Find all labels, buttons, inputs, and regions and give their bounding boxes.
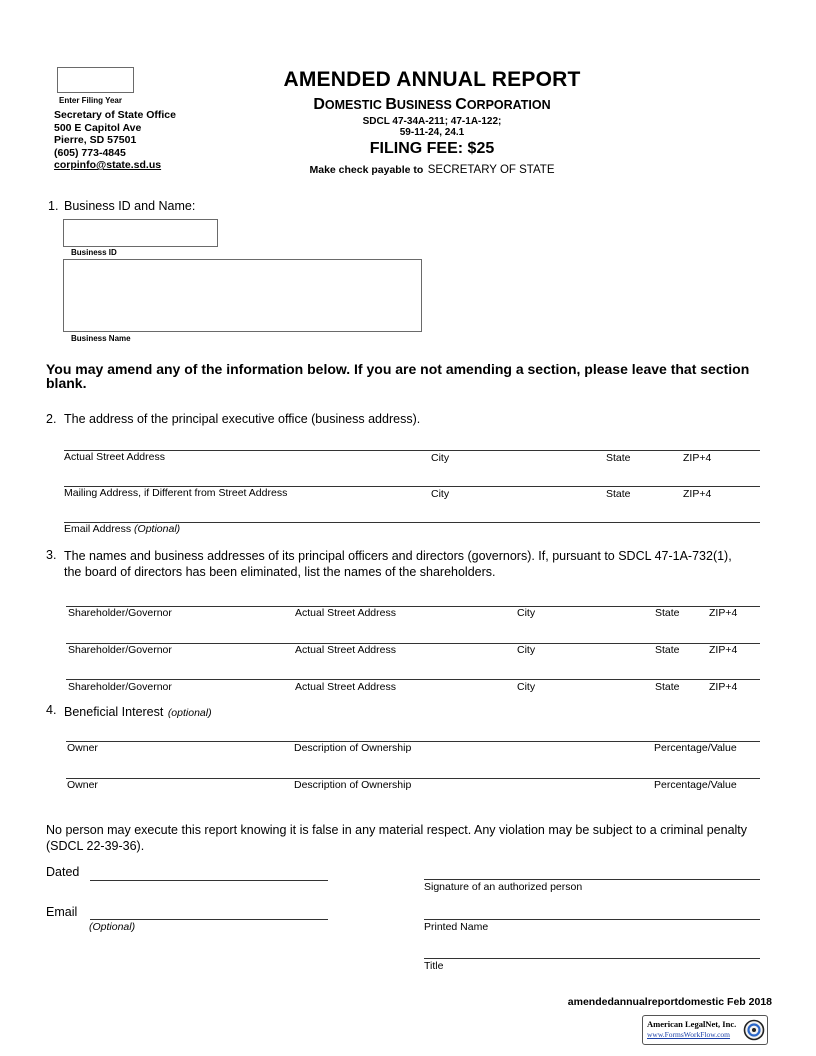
officer-city-label: City [517, 607, 536, 619]
officer-name-label: Shareholder/Governor [68, 681, 172, 693]
form-id: amendedannualreportdomestic Feb 2018 [567, 996, 772, 1008]
office-address-block [54, 109, 176, 172]
section-3-label: The names and business addresses of its principal officers and directors (governors). If, pursuant to SDCL 47-1A-732(1), the board of directors has been eliminated, list the names of the shareholders. [64, 549, 732, 579]
officer-state-label: State [655, 681, 680, 693]
officer-address-label: Actual Street Address [295, 607, 396, 619]
title-label: Title [424, 960, 444, 972]
officer-zip-label: ZIP+4 [709, 607, 738, 619]
signature-line[interactable] [424, 879, 760, 880]
filing-fee: FILING FEE: $25 [369, 140, 495, 157]
section-2-label: The address of the principal executive office (business address). [64, 412, 421, 426]
office-city: Pierre, SD 57501 [54, 134, 137, 146]
printed-name-label: Printed Name [424, 921, 489, 933]
business-name-input[interactable] [63, 259, 422, 332]
officer-name-label: Shareholder/Governor [68, 644, 172, 656]
officer-state-label: State [655, 644, 680, 656]
mailing-city-label: City [431, 488, 450, 500]
filing-year-caption: Enter Filing Year [59, 96, 122, 105]
percentage-value-label: Percentage/Value [654, 742, 737, 754]
filing-year-input[interactable] [57, 67, 134, 93]
publisher-logo-icon [743, 1019, 765, 1041]
check-payable: Make check payable to SECRETARY OF STATE [309, 164, 555, 176]
owner-label: Owner [67, 779, 98, 791]
officer-line-3[interactable] [66, 679, 760, 680]
section-3-number: 3. [46, 548, 57, 562]
email-address-label: Email Address (Optional) [64, 523, 181, 535]
officer-state-label: State [655, 607, 680, 619]
office-street: 500 E Capitol Ave [54, 121, 142, 134]
section-2-number: 2. [46, 412, 57, 426]
city-label: City [431, 452, 450, 464]
dated-label: Dated [46, 865, 80, 879]
officer-name-label: Shareholder/Governor [68, 607, 172, 619]
form-title: AMENDED ANNUAL REPORT [283, 68, 581, 91]
section-4-label: Beneficial Interest (optional) [64, 705, 212, 719]
officer-city-label: City [517, 644, 536, 656]
office-phone: (605) 773-4845 [54, 146, 126, 159]
officer-zip-label: ZIP+4 [709, 644, 738, 656]
header-center [232, 68, 632, 178]
officer-address-label: Actual Street Address [295, 681, 396, 693]
publisher-url[interactable]: www.FormsWorkFlow.com [647, 1030, 731, 1039]
mailing-state-label: State [606, 488, 631, 500]
signer-email-line[interactable] [90, 919, 328, 920]
address-line-1[interactable] [64, 450, 760, 451]
email-optional-label: (Optional) [89, 921, 136, 933]
owner-label: Owner [67, 742, 98, 754]
state-label: State [606, 452, 631, 464]
amend-notice: You may amend any of the information below. If you are not amending a section, please leave that section blank. [46, 361, 750, 391]
statute-line-2: 59-11-24, 24.1 [399, 127, 465, 138]
ownership-description-label: Description of Ownership [294, 742, 412, 754]
section-1-number: 1. [48, 199, 59, 213]
dated-line[interactable] [90, 880, 328, 881]
statute-line-1: SDCL 47-34A-211; 47-1A-122; [362, 116, 502, 127]
mailing-address-label: Mailing Address, if Different from Street Address [64, 487, 288, 499]
zip-label: ZIP+4 [683, 452, 712, 464]
officer-city-label: City [517, 681, 536, 693]
officer-zip-label: ZIP+4 [709, 681, 738, 693]
street-address-label: Actual Street Address [64, 451, 165, 463]
form-subtitle: DOMESTIC BUSINESS CORPORATION [313, 96, 551, 113]
business-name-caption: Business Name [71, 334, 131, 343]
section-4-number: 4. [46, 703, 57, 717]
office-email[interactable]: corpinfo@state.sd.us [54, 159, 162, 171]
publisher-name: American LegalNet, Inc. [647, 1019, 737, 1029]
printed-name-line[interactable] [424, 919, 760, 920]
title-line[interactable] [424, 958, 760, 959]
ownership-description-label: Description of Ownership [294, 779, 412, 791]
business-id-input[interactable] [63, 219, 218, 247]
signature-label: Signature of an authorized person [424, 881, 583, 893]
section-1-label: Business ID and Name: [64, 199, 196, 213]
business-id-caption: Business ID [71, 248, 117, 257]
attestation-statement: No person may execute this report knowing it is false in any material respect. Any violation may be subject to a criminal penalty (SDCL 22-39-36). [46, 823, 748, 853]
mailing-zip-label: ZIP+4 [683, 488, 712, 500]
office-name: Secretary of State Office [54, 109, 176, 121]
officer-address-label: Actual Street Address [295, 644, 396, 656]
percentage-value-label: Percentage/Value [654, 779, 737, 791]
email-label: Email [46, 905, 78, 919]
publisher-badge[interactable] [642, 1015, 768, 1045]
